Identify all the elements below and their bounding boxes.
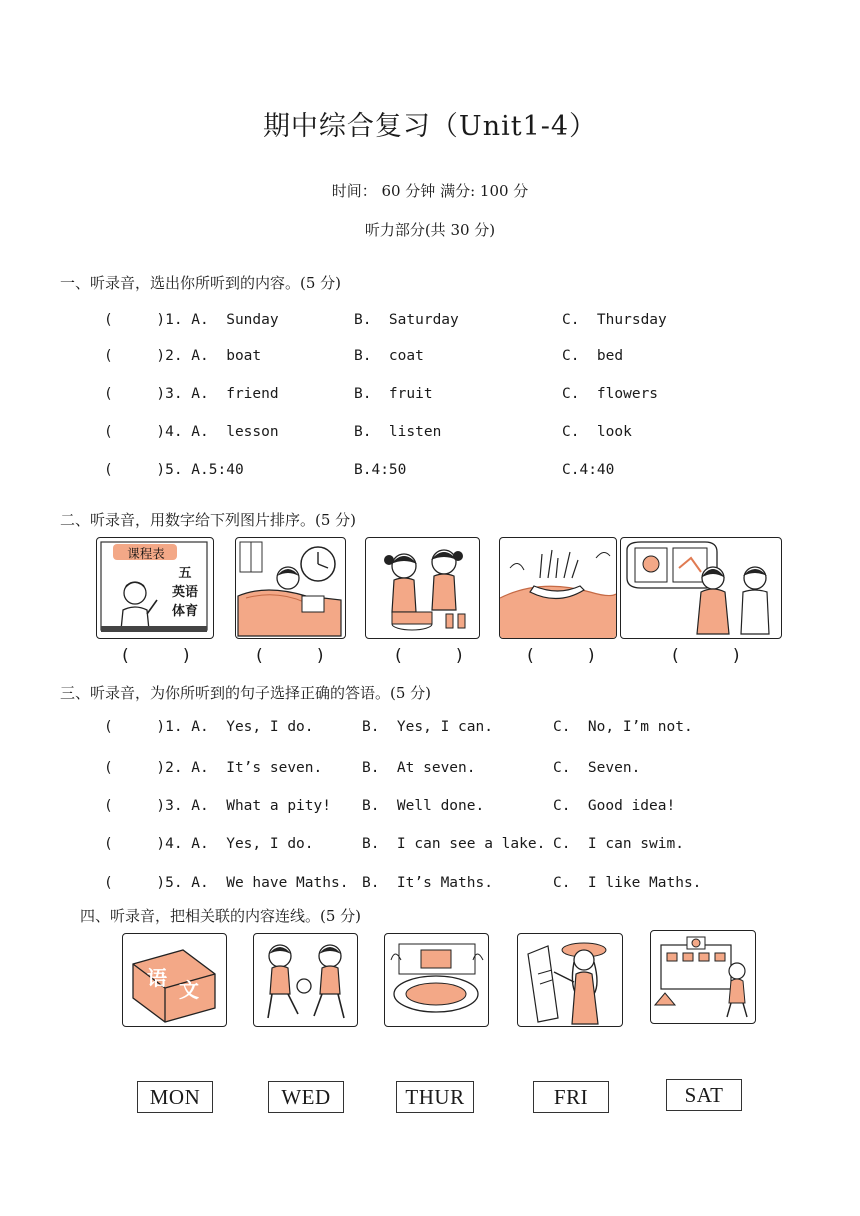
s3-q5-a: ( )5. A. We have Maths. bbox=[104, 875, 349, 891]
s1-q5-b: B.4:50 bbox=[354, 462, 407, 478]
picture-bed-clock bbox=[235, 537, 346, 639]
section3-heading: 三、听录音，为你所听到的句子选择正确的答语。(5 分) bbox=[60, 684, 432, 702]
s1-q3-b: B. fruit bbox=[354, 386, 433, 402]
s1-q5-c: C.4:40 bbox=[562, 462, 615, 478]
s3-q2-a: ( )2. A. It’s seven. bbox=[104, 760, 323, 776]
answer-blank-2[interactable]: ( ) bbox=[254, 646, 326, 666]
day-label-thur: THUR bbox=[396, 1081, 474, 1113]
picture-schedule bbox=[96, 537, 214, 639]
s1-q2-c: C. bed bbox=[562, 348, 624, 364]
picture-girl-painting bbox=[517, 933, 623, 1027]
s3-q3-a: ( )3. A. What a pity! bbox=[104, 798, 331, 814]
day-label-fri: FRI bbox=[533, 1081, 609, 1113]
exam-meta: 时间： 60 分钟 满分: 100 分 bbox=[331, 182, 529, 200]
s1-q4-c: C. look bbox=[562, 424, 632, 440]
s1-q5-a: ( )5. A.5:40 bbox=[104, 462, 244, 478]
book-glyph-1: 语 bbox=[147, 966, 167, 990]
picture-thinking-kids bbox=[620, 537, 782, 639]
s3-q4-c: C. I can swim. bbox=[553, 836, 684, 852]
s3-q3-c: C. Good idea! bbox=[553, 798, 676, 814]
s1-q4-b: B. listen bbox=[354, 424, 442, 440]
picture-school-building bbox=[650, 930, 756, 1024]
picture-football-boys bbox=[253, 933, 358, 1027]
schedule-line-2: 英语 bbox=[171, 585, 198, 600]
answer-blank-1[interactable]: ( ) bbox=[120, 646, 192, 666]
answer-blank-3[interactable]: ( ) bbox=[393, 646, 465, 666]
s3-q1-c: C. No, I’m not. bbox=[553, 719, 693, 735]
day-label-mon: MON bbox=[137, 1081, 213, 1113]
s1-q1-b: B. Saturday bbox=[354, 312, 459, 328]
s3-q1-a: ( )1. A. Yes, I do. bbox=[104, 719, 314, 735]
s3-q5-c: C. I like Maths. bbox=[553, 875, 702, 891]
schedule-line-1: 五 bbox=[178, 566, 192, 581]
section1-heading: 一、听录音，选出你所听到的内容。(5 分) bbox=[60, 274, 342, 292]
s1-q3-a: ( )3. A. friend bbox=[104, 386, 279, 402]
day-label-sat: SAT bbox=[666, 1079, 742, 1111]
s1-q3-c: C. flowers bbox=[562, 386, 659, 402]
s3-q5-b: B. It’s Maths. bbox=[362, 875, 493, 891]
answer-blank-4[interactable]: ( ) bbox=[525, 646, 597, 666]
answer-blank-5[interactable]: ( ) bbox=[670, 646, 742, 666]
schedule-line-3: 体育 bbox=[171, 604, 198, 619]
s1-q1-a: ( )1. A. Sunday bbox=[104, 312, 279, 328]
picture-birthday-cake bbox=[365, 537, 480, 639]
s1-q4-a: ( )4. A. lesson bbox=[104, 424, 279, 440]
schedule-title: 课程表 bbox=[127, 546, 165, 561]
s1-q1-c: C. Thursday bbox=[562, 312, 667, 328]
page-title: 期中综合复习（Unit1-4） bbox=[262, 111, 598, 142]
picture-boat-lake bbox=[499, 537, 617, 639]
s1-q2-a: ( )2. A. boat bbox=[104, 348, 262, 364]
s1-q2-b: B. coat bbox=[354, 348, 424, 364]
picture-chinese-book bbox=[122, 933, 227, 1027]
picture-sports-field bbox=[384, 933, 489, 1027]
s3-q2-b: B. At seven. bbox=[362, 760, 476, 776]
day-label-wed: WED bbox=[268, 1081, 344, 1113]
part-subtitle: 听力部分(共 30 分) bbox=[364, 221, 496, 239]
section4-heading: 四、听录音，把相关联的内容连线。(5 分) bbox=[80, 907, 362, 925]
book-glyph-2: 文 bbox=[179, 978, 199, 1002]
s3-q2-c: C. Seven. bbox=[553, 760, 641, 776]
s3-q1-b: B. Yes, I can. bbox=[362, 719, 493, 735]
s3-q4-b: B. I can see a lake. bbox=[362, 836, 546, 852]
section2-heading: 二、听录音，用数字给下列图片排序。(5 分) bbox=[60, 511, 357, 529]
s3-q4-a: ( )4. A. Yes, I do. bbox=[104, 836, 314, 852]
schedule-lines bbox=[163, 564, 207, 621]
s3-q3-b: B. Well done. bbox=[362, 798, 485, 814]
